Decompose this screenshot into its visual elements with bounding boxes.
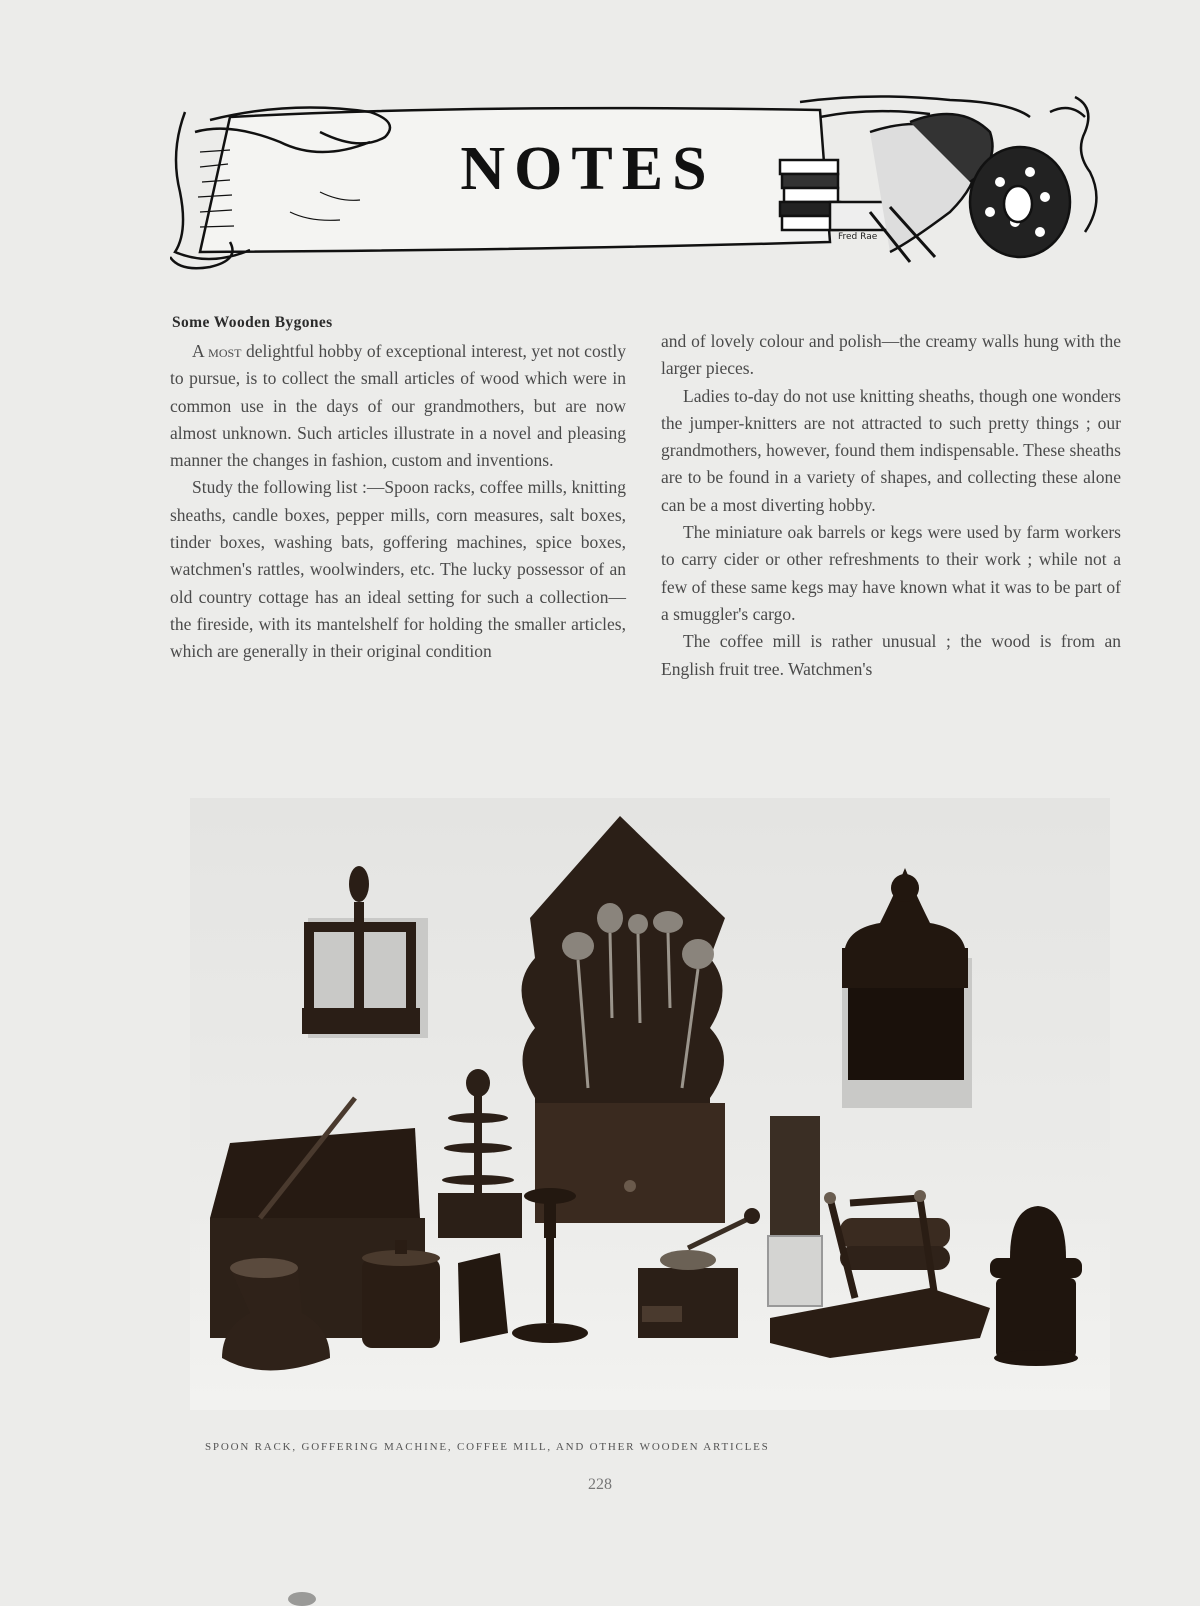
- paragraph-5: The coffee mill is rather unusual ; the wood is from an English fruit tree. Watchmen's: [661, 631, 1121, 679]
- spice-tower-object: [438, 1069, 522, 1238]
- coffee-mill-object: [638, 1208, 760, 1338]
- paragraph-1-text: delightful hobby of exceptional interest, yet not costly to pursue, is to collect the small articles of wood which were in common use in the days of our grandmothers, but are now almost unknown. Such articles illustrate in a novel and pleasing manner the changes in fashion, custom and inventions.: [170, 341, 626, 471]
- photo-illustration: [190, 798, 1110, 1410]
- paragraph-4: The miniature oak barrels or kegs were used by farm workers to carry cider or other refreshments to their work ; while not a few of these same kegs may have known what it was to be part of a smuggler's cargo.: [661, 522, 1121, 624]
- photo-caption: SPOON RACK, GOFFERING MACHINE, COFFEE MILL, AND OTHER WOODEN ARTICLES: [205, 1441, 770, 1453]
- notes-banner: [170, 92, 1120, 272]
- paragraph-2-continued: and of lovely colour and polish—the creamy walls hung with the larger pieces.: [661, 331, 1121, 379]
- lead-smallcaps: A most: [192, 341, 242, 361]
- dome-keg-object: [990, 1206, 1082, 1366]
- paragraph-2: Study the following list :—Spoon racks, coffee mills, knitting sheaths, candle boxes, pepper mills, corn measures, salt boxes, tinder boxes, washing bats, goffering machines, spice boxes, watchmen's rattles, woolwinders, etc. The lucky possessor of an old country cottage has an ideal setting for such a collection—the fireside, with its mantelshelf for holding the smaller articles, which are generally in their original condition: [170, 477, 626, 662]
- cylinder-object: [768, 1116, 822, 1306]
- left-text-column: [170, 338, 626, 666]
- page-number: 228: [588, 1476, 612, 1493]
- print-smudge: [288, 1592, 316, 1606]
- artist-signature: Fred Rae: [838, 232, 878, 242]
- wooden-articles-photo: [190, 798, 1110, 1410]
- knitting-sheath-object: [458, 1253, 508, 1343]
- small-barrel-object: [362, 1240, 440, 1348]
- right-text-column: [661, 328, 1121, 683]
- banner-title: NOTES: [460, 135, 716, 203]
- salt-box-object: [842, 868, 968, 1080]
- paragraph-3: Ladies to-day do not use knitting sheaths, though one wonders the jumper-knitters are not attracted to such pretty things ; our grandmothers, however, found them indispensable. These sheaths are to be found in a variety of shapes, and collecting these alone can be a most diverting hobby.: [661, 385, 1121, 515]
- paragraph-1: [170, 338, 626, 474]
- spoon-rack-object: [522, 816, 726, 1223]
- article-heading: Some Wooden Bygones: [172, 314, 333, 331]
